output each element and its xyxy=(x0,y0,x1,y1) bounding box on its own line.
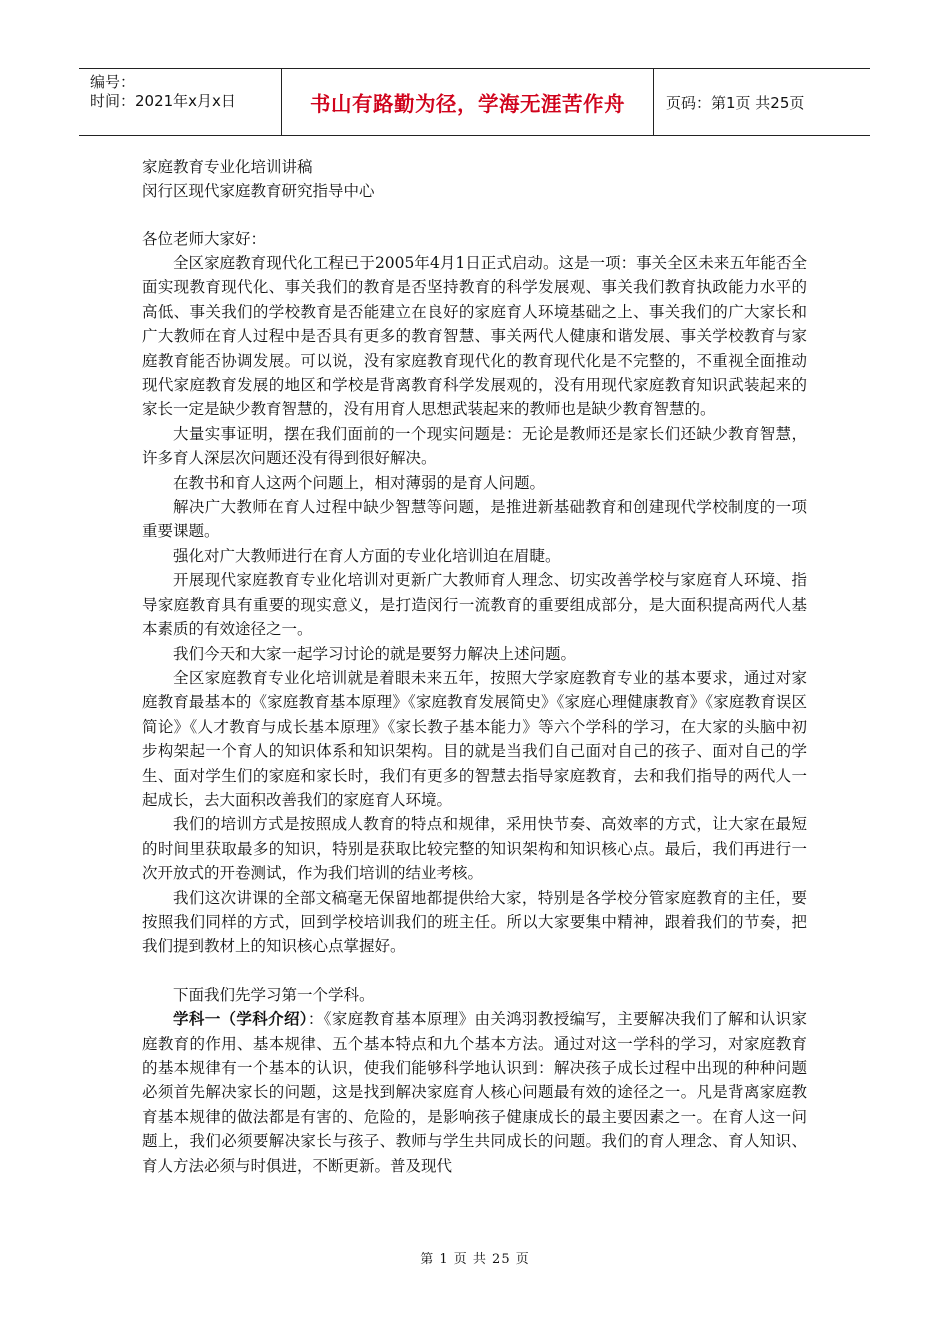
document-title: 家庭教育专业化培训讲稿 xyxy=(142,158,313,176)
time-label: 时间：2021年x月x日 xyxy=(90,92,236,110)
subject-heading: 学科一（学科介绍） xyxy=(173,1009,308,1029)
paragraph-1: 全区家庭教育现代化工程已于2005年4月1日正式启动。这是一项：事关全区未来五年能否全面实现教育现代化、事关我们的教育是否坚持教育的科学发展观、事关我们教育执政能力水平的高低、事关我们的学校教育是否能建立在良好的家庭育人环境基础之上、事关我们的广大家长和广大教师在育人过程中是否具有更多的教育智慧、事关两代人健康和谐发展、事关学校教育与家庭教育能否协调发展。可以说，没有家庭教育现代化的教育现代化是不完整的，不重视全面推动现代家庭教育发展的地区和学校是背离教育科学发展观的，没有用现代家庭教育知识武装起来的家长一定是缺少教育智慧的，没有用育人思想武装起来的教师也是缺少教育智慧的。 xyxy=(142,254,807,419)
paragraph-6: 开展现代家庭教育专业化培训对更新广大教师育人理念、切实改善学校与家庭育人环境、指导家庭教育具有重要的现实意义，是打造闵行一流教育的重要组成部分，是大面积提高两代人基本素质的有效途径之一。 xyxy=(142,571,807,639)
greeting: 各位老师大家好： xyxy=(142,230,267,248)
header-motto-cell xyxy=(282,69,654,135)
paragraph-12 xyxy=(142,1007,807,1178)
page-number-label: 页码：第1页 共25页 xyxy=(666,93,805,112)
paragraph-9: 我们的培训方式是按照成人教育的特点和规律，采用快节奏、高效率的方式，让大家在最短的时间里获取最多的知识，特别是获取比较完整的知识架构和知识核心点。最后，我们再进行一次开放式的开卷测试，作为我们培训的结业考核。 xyxy=(142,815,807,883)
motto-text: 书山有路勤为径，学海无涯苦作舟 xyxy=(310,92,625,116)
document-org: 闵行区现代家庭教育研究指导中心 xyxy=(142,182,375,200)
paragraph-7: 我们今天和大家一起学习讨论的就是要努力解决上述问题。 xyxy=(173,644,577,663)
paragraph-4: 解决广大教师在育人过程中缺少智慧等问题，是推进新基础教育和创建现代学校制度的一项重要课题。 xyxy=(142,498,807,541)
header-left-cell xyxy=(79,69,282,135)
document-body xyxy=(142,155,807,1178)
number-label: 编号： xyxy=(90,73,136,91)
paragraph-3: 在教书和育人这两个问题上，相对薄弱的是育人问题。 xyxy=(173,473,546,492)
header-table xyxy=(79,68,870,136)
paragraph-5: 强化对广大教师进行在育人方面的专业化培训迫在眉睫。 xyxy=(173,546,561,565)
paragraph-11: 下面我们先学习第一个学科。 xyxy=(173,985,375,1004)
paragraph-10: 我们这次讲课的全部文稿毫无保留地都提供给大家，特别是各学校分管家庭教育的主任，要按照我们同样的方式，回到学校培训我们的班主任。所以大家要集中精神，跟着我们的节奏，把我们提到教材上的知识核心点掌握好。 xyxy=(142,888,807,956)
paragraph-8: 全区家庭教育专业化培训就是着眼未来五年，按照大学家庭教育专业的基本要求，通过对家庭教育最基本的《家庭教育基本原理》《家庭教育发展简史》《家庭心理健康教育》《家庭教育误区简论》《人才教育与成长基本原理》《家长教子基本能力》等六个学科的学习，在大家的头脑中初步构架起一个育人的知识体系和知识架构。目的就是当我们自己面对自己的孩子、面对自己的学生、面对学生们的家庭和家长时，我们有更多的智慧去指导家庭教育，去和我们指导的两代人一起成长，去大面积改善我们的家庭育人环境。 xyxy=(142,668,807,809)
subject-intro: ：《家庭教育基本原理》由关鸿羽教授编写，主要解决我们了解和认识家庭教育的作用、基本规律、五个基本特点和九个基本方法。通过对这一学科的学习，对家庭教育的基本规律有一个基本的认识，使我们能够科学地认识到：解决孩子成长过程中出现的种种问题必须首先解决家长的问题，这是找到解决家庭育人核心问题最有效的途径之一。凡是背离家庭教育基本规律的做法都是有害的、危险的，是影响孩子健康成长的最主要因素之一。在育人这一问题上，我们必须要解决家长与孩子、教师与学生共同成长的问题。我们的育人理念、育人知识、育人方法必须与时俱进，不断更新。普及现代 xyxy=(142,1010,807,1175)
page-footer: 第 1 页 共 25 页 xyxy=(420,1252,530,1267)
paragraph-2: 大量实事证明，摆在我们面前的一个现实问题是：无论是教师还是家长们还缺少教育智慧，许多育人深层次问题还没有得到很好解决。 xyxy=(142,424,807,468)
